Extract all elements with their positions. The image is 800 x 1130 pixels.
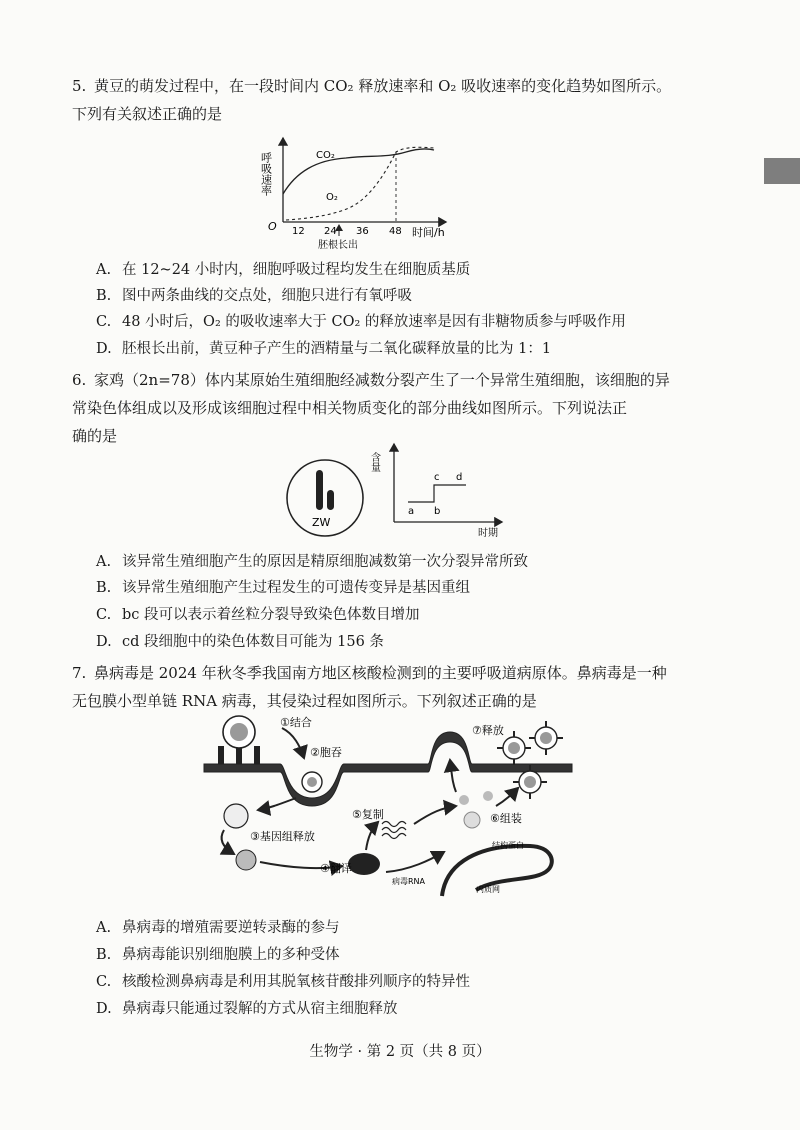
- q6-option-d-letter: D.: [96, 634, 112, 650]
- q7-stem-line1: 鼻病毒是 2024 年秋冬季我国南方地区核酸检测到的主要呼吸道病原体。鼻病毒是一种: [94, 664, 667, 682]
- q7-arrow-3: [222, 830, 234, 854]
- q7-step2: ②胞吞: [310, 746, 342, 759]
- q5-y-label: 呼吸速率: [259, 152, 273, 196]
- q7-arrow-6: [414, 806, 456, 824]
- q6-point-b: b: [434, 506, 441, 517]
- q5-option-b-text: 图中两条曲线的交点处，细胞只进行有氧呼吸: [122, 288, 412, 304]
- q5-tick-12: 12: [292, 226, 305, 237]
- q7-arrow-2: [258, 798, 296, 810]
- q5-stem-line1: 黄豆的萌发过程中，在一段时间内 CO₂ 释放速率和 O₂ 吸收速率的变化趋势如图所示。: [94, 77, 672, 95]
- q7-stem: [72, 659, 732, 715]
- q5-number: 5.: [72, 77, 87, 95]
- q6-option-b-letter: B.: [96, 580, 112, 596]
- q7-option-a-letter: A.: [96, 920, 112, 936]
- q7-option-c-letter: C.: [96, 974, 112, 990]
- q5-stem-line2: 下列有关叙述正确的是: [72, 105, 223, 123]
- q5-option-c-text: 48 小时后，O₂ 的吸收速率大于 CO₂ 的释放速率是因有非糖物质参与呼吸作用: [122, 314, 626, 330]
- q6-option-b: [96, 576, 470, 600]
- q7-receptor-right: [254, 746, 260, 764]
- q5-option-a-letter: A.: [96, 262, 112, 278]
- q6-x-label: 时期: [478, 528, 498, 539]
- q6-point-a: a: [408, 506, 415, 517]
- q5-option-a: [96, 258, 470, 282]
- q6-option-a-letter: A.: [96, 554, 112, 570]
- q6-stem-line1: 家鸡（2n=78）体内某原始生殖细胞经减数分裂产生了一个异常生殖细胞，该细胞的异: [94, 371, 670, 389]
- q6-point-c: c: [434, 472, 440, 483]
- question-6: [72, 366, 732, 450]
- q6-step-curve: [408, 485, 466, 502]
- q6-option-d: [96, 630, 384, 654]
- q7-uncoated-virus: [236, 850, 256, 870]
- q7-virus-binding: [223, 716, 255, 748]
- q7-protein-label: 结构蛋白: [492, 841, 524, 850]
- q7-option-d-letter: D.: [96, 1001, 112, 1017]
- q7-assembly-particle-3: [464, 812, 480, 828]
- q5-tick-48: 48: [389, 226, 402, 237]
- q7-step5: ⑤复制: [352, 808, 384, 821]
- q7-option-d: [96, 997, 398, 1021]
- q6-stem-line3: 确的是: [72, 427, 118, 445]
- question-7: [72, 659, 732, 715]
- q7-vesicle: [224, 804, 248, 828]
- q7-option-c: [96, 970, 470, 994]
- q7-assembly-particle-2: [483, 791, 493, 801]
- q5-co2-curve: [283, 149, 434, 194]
- q6-stem: [72, 366, 732, 450]
- q6-option-c: [96, 603, 420, 627]
- q7-rna-label: 病毒RNA: [392, 877, 426, 886]
- q7-arrow-8: [496, 788, 518, 806]
- q7-er-label: 内质网: [476, 885, 500, 894]
- q5-stem: [72, 72, 732, 128]
- q6-stem-line2: 常染色体组成以及形成该细胞过程中相关物质变化的部分曲线如图所示。下列说法正: [72, 399, 628, 417]
- q6-y-label: 含量: [368, 452, 380, 472]
- q7-option-b-letter: B.: [96, 947, 112, 963]
- q6-number: 6.: [72, 371, 87, 389]
- q6-option-a: [96, 550, 528, 574]
- q7-option-b-text: 鼻病毒能识别细胞膜上的多种受体: [122, 947, 340, 963]
- q6-option-d-text: cd 段细胞中的染色体数目可能为 156 条: [122, 634, 384, 650]
- page-footer: 生物学 · 第 2 页（共 8 页）: [309, 1044, 491, 1060]
- q5-tick-36: 36: [356, 226, 369, 237]
- q7-infection-diagram: [200, 712, 580, 912]
- q7-receptor-left: [218, 746, 224, 764]
- q7-option-a-text: 鼻病毒的增殖需要逆转录酶的参与: [122, 920, 340, 936]
- q7-step1: ①结合: [280, 716, 312, 729]
- q7-option-c-text: 核酸检测鼻病毒是利用其脱氧核苷酸排列顺序的特异性: [122, 974, 470, 990]
- q7-step3: ③基因组释放: [250, 830, 315, 843]
- q5-origin: O: [268, 220, 277, 233]
- q5-annotation: 胚根长出: [318, 240, 358, 251]
- q5-x-label: 时间/h: [412, 226, 445, 239]
- q7-arrow-7: [450, 760, 456, 792]
- q5-option-c-letter: C.: [96, 314, 112, 330]
- q6-content-graph: [368, 440, 512, 540]
- q6-option-c-text: bc 段可以表示着丝粒分裂导致染色体数目增加: [122, 607, 420, 623]
- q5-option-d: [96, 337, 551, 361]
- q6-cell-diagram: [284, 458, 366, 538]
- q5-co2-label: CO₂: [316, 150, 335, 161]
- q7-option-d-text: 鼻病毒只能通过裂解的方式从宿主细胞释放: [122, 1001, 398, 1017]
- q6-cell-label: ZW: [312, 516, 331, 529]
- q5-option-d-letter: D.: [96, 341, 112, 357]
- q5-o2-curve: [286, 147, 434, 220]
- q7-step6: ⑥组装: [490, 812, 522, 825]
- q5-tick-24: 24: [324, 226, 337, 237]
- q7-ribosome: [348, 853, 380, 875]
- q7-arrow-9: [386, 852, 444, 872]
- q7-arrow-5: [366, 822, 378, 850]
- q6-chromosome-w: [327, 490, 334, 510]
- q7-assembly-particle-1: [459, 795, 469, 805]
- q5-option-a-text: 在 12~24 小时内，细胞呼吸过程均发生在细胞质基质: [122, 262, 471, 278]
- q7-stem-line2: 无包膜小型单链 RNA 病毒，其侵染过程如图所示。下列叙述正确的是: [72, 692, 537, 710]
- q7-step7: ⑦释放: [472, 724, 504, 737]
- page-edge-tab: [764, 158, 800, 184]
- q5-o2-label: O₂: [326, 192, 338, 203]
- q7-number: 7.: [72, 664, 87, 682]
- q7-arrow-1: [282, 728, 304, 758]
- q6-option-b-text: 该异常生殖细胞产生过程发生的可遗传变异是基因重组: [122, 580, 470, 596]
- q7-option-b: [96, 943, 340, 967]
- q6-chromosome-z: [316, 470, 323, 510]
- q5-option-b: [96, 284, 412, 308]
- q7-released-virus-2: [529, 721, 563, 755]
- q6-option-a-text: 该异常生殖细胞产生的原因是精原细胞减数第一次分裂异常所致: [122, 554, 528, 570]
- q7-replicated-rna: [382, 822, 406, 839]
- q5-respiration-graph: [256, 132, 456, 254]
- q6-point-d: d: [456, 472, 463, 483]
- question-5: [72, 72, 732, 128]
- q7-option-a: [96, 916, 340, 940]
- q7-virus-endocytosed: [302, 772, 322, 792]
- q5-option-d-text: 胚根长出前，黄豆种子产生的酒精量与二氧化碳释放量的比为 1：1: [122, 341, 552, 357]
- q6-option-c-letter: C.: [96, 607, 112, 623]
- q7-step4: ④翻译: [320, 862, 352, 875]
- q5-option-b-letter: B.: [96, 288, 112, 304]
- q5-option-c: [96, 310, 626, 334]
